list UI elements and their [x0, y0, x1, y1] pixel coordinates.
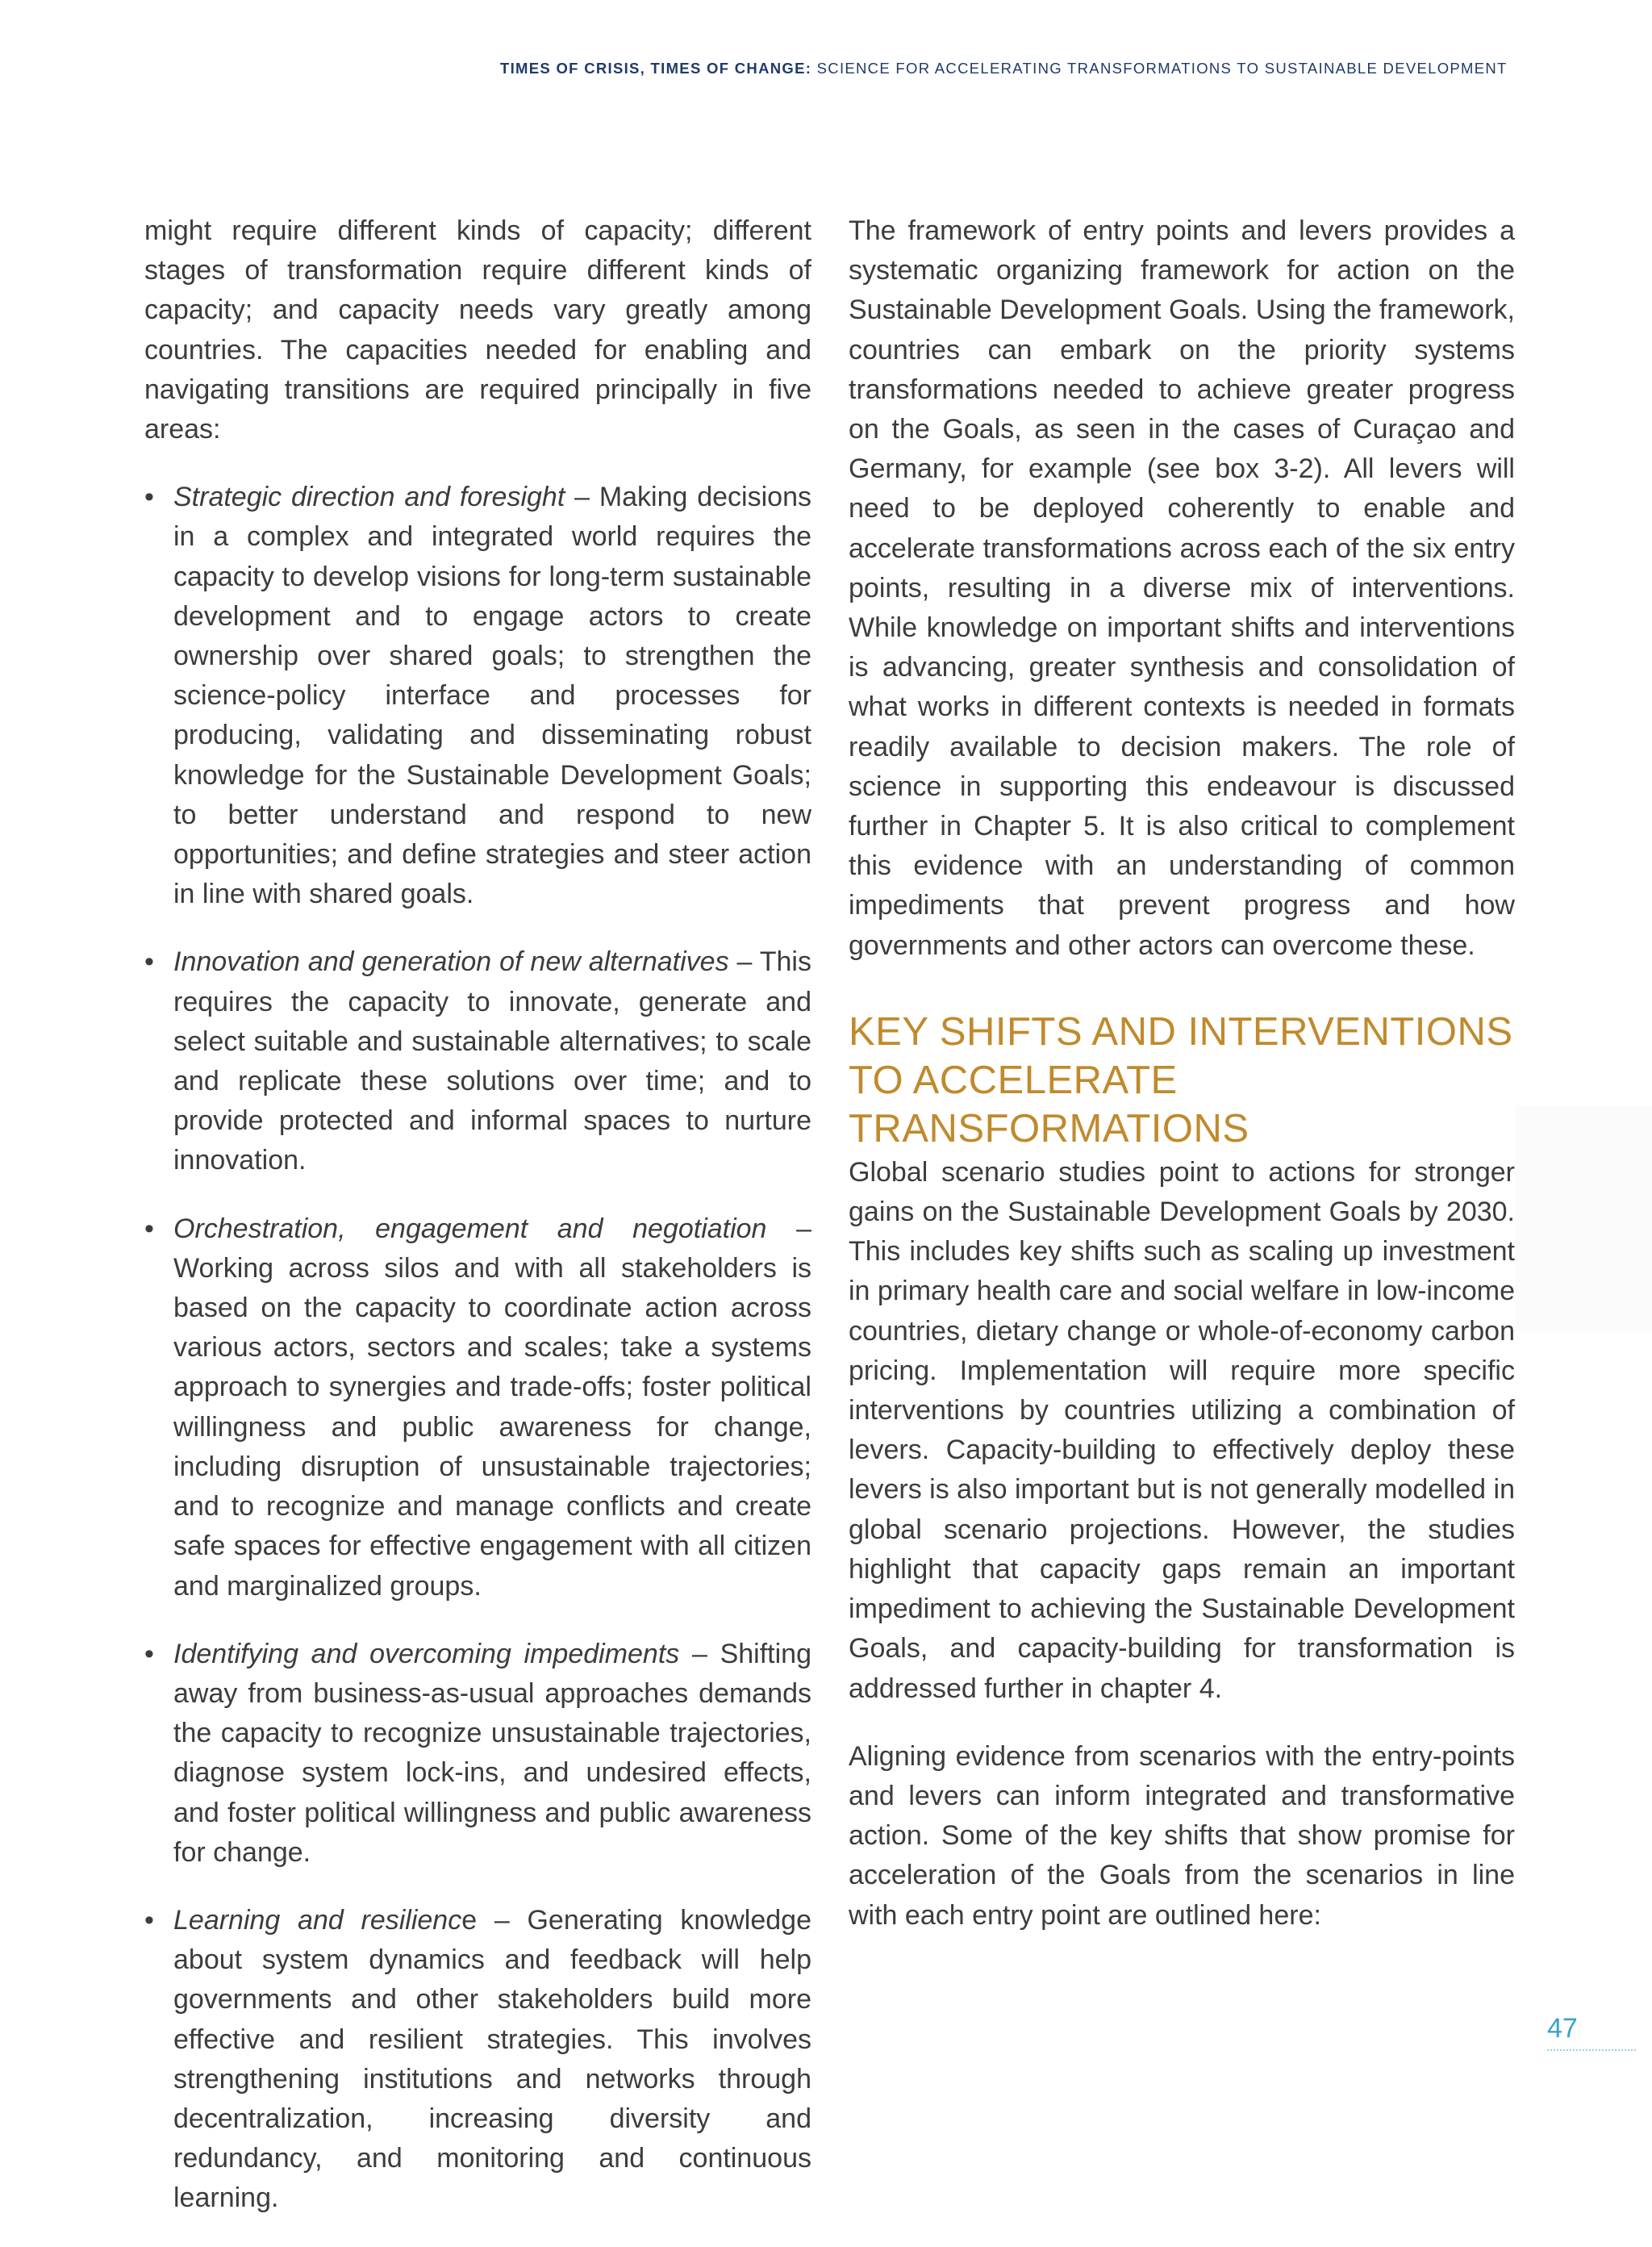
list-item-term: Orchestration, engagement and negotiation — [173, 1213, 767, 1244]
list-item — [144, 1209, 811, 1606]
list-item — [144, 942, 811, 1180]
page-number: 47 — [1547, 2013, 1636, 2051]
list-item-term: Learning and resilienc — [173, 1904, 462, 1936]
running-header — [500, 60, 1508, 77]
list-item-text: – Making decisions in a complex and integrated world requires the capacity to develop visions for long-term sustainable development and to engage actors to create ownership over shared goals; to strengthen the science-policy interface and processes for producing, validating and disseminating robust knowledge for the Sustainable Development Goals; to better understand and respond to new opportunities; and define strategies and steer action in line with shared goals. — [173, 482, 811, 910]
margin-shade — [1515, 1105, 1652, 1331]
left-intro-paragraph: might require different kinds of capacity; different stages of transformation require different kinds of capacity; and capacity needs vary greatly among countries. The capacities needed for enabling and navigating transitions are required principally in five areas: — [144, 215, 811, 445]
header-title-rest: SCIENCE FOR ACCELERATING TRANSFORMATIONS TO SUSTAINABLE DEVELOPMENT — [811, 60, 1508, 77]
list-item-term: Identifying and overcoming impediments — [173, 1638, 680, 1669]
section-heading: KEY SHIFTS AND INTERVENTIONS TO ACCELERATE TRANSFORMATIONS — [849, 1009, 1513, 1151]
list-item — [144, 478, 811, 914]
aligning-evidence-paragraph: Aligning evidence from scenarios with the entry-points and levers can inform integrated and transformative action. Some of the key shifts that show promise for acceleration of the Goals from the scenarios in line with each entry point are outlined here: — [849, 1740, 1515, 1931]
list-item-term: Strategic direction and foresight — [173, 482, 565, 513]
framework-paragraph: The framework of entry points and levers provides a systematic organizing framework for action on the Sustainable Development Goals. Using the framework, countries can embark on the priority systems transformations needed to achieve greater progress on the Goals, as seen in the cases of Curaçao and Germany, for example (see box 3-2). All levers will need to be deployed coherently to enable and accelerate transformations across each of the six entry points, resulting in a diverse mix of interventions. While knowledge on important shifts and interventions is advancing, greater synthesis and consolidation of what works in different contexts is needed in formats readily available to decision makers. The role of science in supporting this endeavour is discussed further in Chapter 5. It is also critical to complement this evidence with an understanding of common impediments that prevent progress and how governments and other actors can overcome these. — [849, 215, 1515, 961]
list-item-text: – Working across silos and with all stakeholders is based on the capacity to coordinate action across various actors, sectors and scales; take a systems approach to synergies and trade-offs; foster political willingness and public awareness for change, including disruption of unsustainable trajectories; and to recognize and manage conflicts and create safe spaces for effective engagement with all citizen and marginalized groups. — [173, 1213, 811, 1602]
list-item-text: – Shifting away from business-as-usual approaches demands the capacity to recognize unsustainable trajectories, diagnose system lock-ins, and undesired effects, and foster political willingness and public awareness for change. — [173, 1638, 811, 1868]
capacity-areas-list — [144, 478, 811, 2218]
list-item-text: – This requires the capacity to innovate, generate and select suitable and sustainable alternatives; to scale and replicate these solutions over time; and to provide protected and informal spaces to nurture innovation. — [173, 946, 811, 1176]
list-item-text: e – Generating knowledge about system dynamics and feedback will help governments and other stakeholders build more effective and resilient strategies. This involves strengthening institutions and networks through decentralization, increasing diversity and redundancy, and monitoring and continuous learning. — [173, 1904, 811, 2214]
list-item — [144, 1901, 811, 2219]
header-title-bold: TIMES OF CRISIS, TIMES OF CHANGE: — [500, 60, 812, 77]
list-item-term: Innovation and generation of new alternatives — [173, 946, 729, 978]
left-column — [144, 211, 811, 2247]
scenario-studies-paragraph: Global scenario studies point to actions for stronger gains on the Sustainable Development Goals by 2030. This includes key shifts such as scaling up investment in primary health care and social welfare in low-income countries, dietary change or whole-of-economy carbon pricing. Implementation will require more specific interventions by countries utilizing a combination of levers. Capacity-building to effectively deploy these levers is also important but is not generally modelled in global scenario projections. However, the studies highlight that capacity gaps remain an important impediment to achieving the Sustainable Development Goals, and capacity-building for transformation is addressed further in chapter 4. — [849, 1156, 1515, 1704]
list-item — [144, 1635, 811, 1873]
right-column — [849, 211, 1515, 1936]
